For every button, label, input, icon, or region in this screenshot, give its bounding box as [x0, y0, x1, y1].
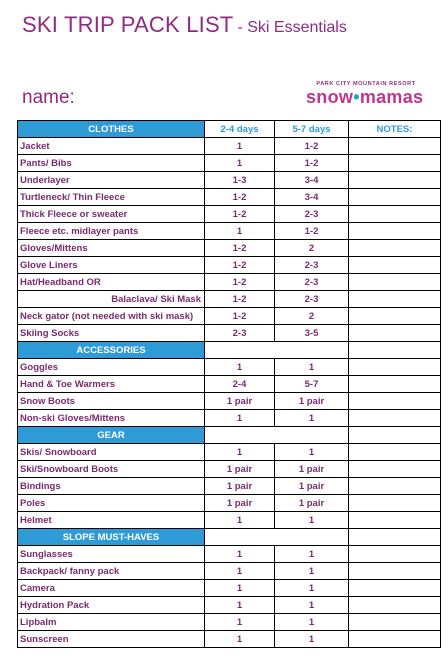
logo-brand-sep: •	[353, 87, 360, 107]
qty-5-7-days: 2	[275, 240, 349, 257]
qty-2-4-days: 1-2	[205, 308, 275, 325]
logo-brand-left: snow	[306, 87, 354, 107]
item-name: Poles	[18, 495, 205, 512]
item-name: Lipbalm	[18, 614, 205, 631]
notes-cell	[349, 291, 441, 308]
notes-cell	[349, 308, 441, 325]
qty-2-4-days: 1-2	[205, 291, 275, 308]
table-row	[18, 291, 441, 308]
section-header-gap	[205, 342, 349, 359]
qty-2-4-days: 1	[205, 631, 275, 648]
qty-2-4-days: 2-3	[205, 325, 275, 342]
notes-cell	[349, 444, 441, 461]
item-name: Bindings	[18, 478, 205, 495]
notes-cell	[349, 512, 441, 529]
column-header-notes: NOTES:	[349, 121, 441, 138]
table-row	[18, 461, 441, 478]
item-name: Neck gator (not needed with ski mask)	[18, 308, 205, 325]
qty-5-7-days: 5-7	[275, 376, 349, 393]
table-row	[18, 376, 441, 393]
section-header-row	[18, 342, 441, 359]
notes-cell	[349, 223, 441, 240]
qty-5-7-days: 1-2	[275, 155, 349, 172]
qty-2-4-days: 1-2	[205, 257, 275, 274]
qty-5-7-days: 1-2	[275, 138, 349, 155]
item-name: Jacket	[18, 138, 205, 155]
qty-5-7-days: 1	[275, 546, 349, 563]
item-name: Underlayer	[18, 172, 205, 189]
item-name: Sunglasses	[18, 546, 205, 563]
table-row	[18, 393, 441, 410]
qty-5-7-days: 1	[275, 597, 349, 614]
table-row	[18, 155, 441, 172]
table-row	[18, 631, 441, 648]
section-header: SLOPE MUST-HAVES	[18, 529, 205, 546]
qty-5-7-days: 1	[275, 580, 349, 597]
section-header: GEAR	[18, 427, 205, 444]
table-row	[18, 444, 441, 461]
item-name: Skiing Socks	[18, 325, 205, 342]
qty-2-4-days: 1	[205, 155, 275, 172]
qty-2-4-days: 1 pair	[205, 393, 275, 410]
section-header-row	[18, 529, 441, 546]
qty-5-7-days: 1	[275, 444, 349, 461]
qty-2-4-days: 1	[205, 546, 275, 563]
notes-cell	[349, 138, 441, 155]
table-row	[18, 240, 441, 257]
table-row	[18, 410, 441, 427]
notes-cell	[349, 172, 441, 189]
item-name: Glove Liners	[18, 257, 205, 274]
qty-2-4-days: 1	[205, 223, 275, 240]
item-name: Helmet	[18, 512, 205, 529]
item-name: Goggles	[18, 359, 205, 376]
qty-2-4-days: 1	[205, 138, 275, 155]
qty-2-4-days: 1	[205, 359, 275, 376]
item-name: Balaclava/ Ski Mask	[18, 291, 205, 308]
section-header-row	[18, 427, 441, 444]
page-title	[22, 12, 347, 38]
qty-5-7-days: 1	[275, 512, 349, 529]
qty-5-7-days: 1	[275, 614, 349, 631]
qty-5-7-days: 3-4	[275, 189, 349, 206]
section-header: CLOTHES	[18, 121, 205, 138]
qty-2-4-days: 1 pair	[205, 495, 275, 512]
qty-2-4-days: 1-2	[205, 189, 275, 206]
qty-5-7-days: 1-2	[275, 223, 349, 240]
item-name: Sunscreen	[18, 631, 205, 648]
notes-cell	[349, 546, 441, 563]
title-sub: - Ski Essentials	[237, 19, 347, 36]
qty-2-4-days: 1 pair	[205, 461, 275, 478]
snowmamas-logo	[306, 81, 426, 113]
qty-2-4-days: 1	[205, 614, 275, 631]
qty-5-7-days: 2-3	[275, 257, 349, 274]
pack-list-body	[18, 121, 441, 648]
column-header-short: 2-4 days	[205, 121, 275, 138]
notes-cell	[349, 189, 441, 206]
pack-list-table	[17, 120, 441, 648]
qty-5-7-days: 1	[275, 410, 349, 427]
qty-5-7-days: 2-3	[275, 291, 349, 308]
notes-cell	[349, 597, 441, 614]
notes-cell	[349, 631, 441, 648]
qty-5-7-days: 1	[275, 563, 349, 580]
item-name: Hat/Headband OR	[18, 274, 205, 291]
section-header-row	[18, 121, 441, 138]
name-label: name:	[22, 87, 75, 108]
notes-cell	[349, 359, 441, 376]
column-header-long: 5-7 days	[275, 121, 349, 138]
table-row	[18, 563, 441, 580]
qty-2-4-days: 2-4	[205, 376, 275, 393]
notes-cell	[349, 393, 441, 410]
table-row	[18, 223, 441, 240]
notes-cell	[349, 461, 441, 478]
qty-2-4-days: 1-2	[205, 240, 275, 257]
section-header: ACCESSORIES	[18, 342, 205, 359]
item-name: Non-ski Gloves/Mittens	[18, 410, 205, 427]
qty-2-4-days: 1	[205, 410, 275, 427]
table-row	[18, 597, 441, 614]
qty-5-7-days: 1 pair	[275, 478, 349, 495]
notes-cell	[349, 325, 441, 342]
table-row	[18, 580, 441, 597]
table-row	[18, 495, 441, 512]
table-row	[18, 325, 441, 342]
item-name: Hydration Pack	[18, 597, 205, 614]
table-row	[18, 206, 441, 223]
notes-cell	[349, 563, 441, 580]
logo-resort-text: PARK CITY MOUNTAIN RESORT	[316, 81, 416, 87]
notes-cell	[349, 240, 441, 257]
item-name: Fleece etc. midlayer pants	[18, 223, 205, 240]
item-name: Camera	[18, 580, 205, 597]
qty-2-4-days: 1 pair	[205, 478, 275, 495]
notes-cell	[349, 206, 441, 223]
notes-cell	[349, 478, 441, 495]
qty-5-7-days: 2-3	[275, 206, 349, 223]
item-name: Pants/ Bibs	[18, 155, 205, 172]
qty-2-4-days: 1	[205, 444, 275, 461]
qty-2-4-days: 1	[205, 597, 275, 614]
item-name: Gloves/Mittens	[18, 240, 205, 257]
logo-brand	[306, 87, 426, 108]
section-header-gap	[205, 427, 349, 444]
notes-cell	[349, 376, 441, 393]
item-name: Turtleneck/ Thin Fleece	[18, 189, 205, 206]
item-name: Skis/ Snowboard	[18, 444, 205, 461]
table-row	[18, 546, 441, 563]
item-name: Ski/Snowboard Boots	[18, 461, 205, 478]
qty-2-4-days: 1-2	[205, 274, 275, 291]
table-row	[18, 257, 441, 274]
table-row	[18, 138, 441, 155]
qty-5-7-days: 1 pair	[275, 495, 349, 512]
notes-cell	[349, 257, 441, 274]
table-row	[18, 512, 441, 529]
qty-5-7-days: 1	[275, 359, 349, 376]
notes-cell	[349, 274, 441, 291]
notes-cell	[349, 342, 441, 359]
item-name: Snow Boots	[18, 393, 205, 410]
table-row	[18, 359, 441, 376]
item-name: Backpack/ fanny pack	[18, 563, 205, 580]
qty-5-7-days: 2	[275, 308, 349, 325]
notes-cell	[349, 614, 441, 631]
qty-2-4-days: 1	[205, 580, 275, 597]
section-header-gap	[205, 529, 349, 546]
title-main: SKI TRIP PACK LIST	[22, 12, 234, 37]
table-row	[18, 478, 441, 495]
notes-cell	[349, 410, 441, 427]
qty-2-4-days: 1-2	[205, 206, 275, 223]
table-row	[18, 308, 441, 325]
qty-5-7-days: 1 pair	[275, 461, 349, 478]
table-row	[18, 189, 441, 206]
qty-2-4-days: 1	[205, 563, 275, 580]
logo-brand-right: mamas	[359, 87, 424, 107]
table-row	[18, 172, 441, 189]
notes-cell	[349, 427, 441, 444]
qty-5-7-days: 1 pair	[275, 393, 349, 410]
notes-cell	[349, 495, 441, 512]
notes-cell	[349, 580, 441, 597]
item-name: Hand & Toe Warmers	[18, 376, 205, 393]
table-row	[18, 614, 441, 631]
qty-5-7-days: 3-4	[275, 172, 349, 189]
notes-cell	[349, 155, 441, 172]
item-name: Thick Fleece or sweater	[18, 206, 205, 223]
table-row	[18, 274, 441, 291]
qty-5-7-days: 1	[275, 631, 349, 648]
qty-5-7-days: 3-5	[275, 325, 349, 342]
qty-5-7-days: 2-3	[275, 274, 349, 291]
notes-cell	[349, 529, 441, 546]
qty-2-4-days: 1-3	[205, 172, 275, 189]
qty-2-4-days: 1	[205, 512, 275, 529]
